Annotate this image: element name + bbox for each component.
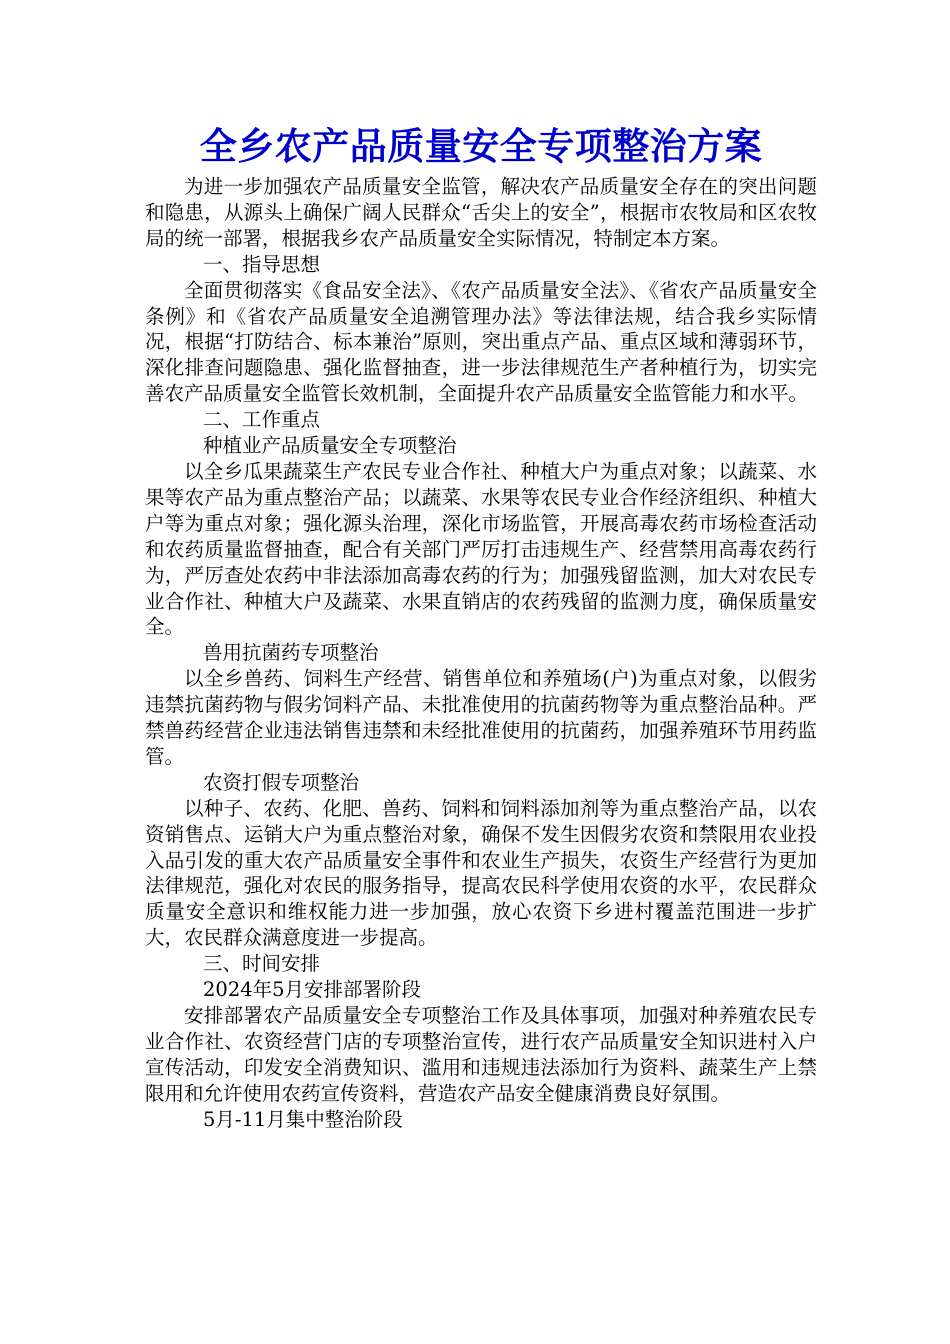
body-paragraph: 全面贯彻落实《食品安全法》、《农产品质量安全法》、《省农产品质量安全条例》和《省农产品质量安全追溯管理办法》等法律法规，结合我乡实际情况，根据“打防结合、标本兼治”原则，突出重点产品、重点区域和薄弱环节，深化排查问题隐患、强化监督抽查，进一步法律规范生产者种植行为，切实完善农产品质量安全监管长效机制，全面提升农产品质量安全监管能力和水平。 — [145, 278, 817, 406]
section-heading: 三、时间安排 — [203, 952, 321, 976]
section-heading: 兽用抗菌药专项整治 — [203, 641, 379, 665]
body-paragraph: 为进一步加强农产品质量安全监管，解决农产品质量安全存在的突出问题和隐患，从源头上确保广阔人民群众“舌尖上的安全”，根据市农牧局和区农牧局的统一部署，根据我乡农产品质量安全实际情况，特制定本方案。 — [145, 175, 817, 250]
section-heading: 种植业产品质量安全专项整治 — [203, 434, 457, 458]
body-paragraph: 安排部署农产品质量安全专项整治工作及具体事项，加强对种养殖农民专业合作社、农资经营门店的专项整治宣传，进行农产品质量安全知识进村入户宣传活动，印发安全消费知识、滥用和违规违法添加行为资料、蔬菜生产上禁限用和允许使用农药宣传资料，营造农产品安全健康消费良好氛围。 — [145, 1004, 817, 1105]
section-heading: 二、工作重点 — [203, 408, 321, 432]
section-heading: 5月-11月集中整治阶段 — [203, 1107, 403, 1131]
document-page — [145, 120, 817, 1133]
section-heading: 一、指导思想 — [203, 252, 321, 276]
body-paragraph: 以全乡兽药、饲料生产经营、销售单位和养殖场(户)为重点对象，以假劣违禁抗菌药物与假劣饲料产品、未批准使用的抗菌药物等为重点整治品种。严禁兽药经营企业违法销售违禁和未经批准使用的抗菌药，加强养殖环节用药监管。 — [145, 667, 817, 768]
document-body — [145, 174, 817, 1133]
section-heading: 2024年5月安排部署阶段 — [203, 978, 422, 1002]
section-heading: 农资打假专项整治 — [203, 770, 360, 794]
body-paragraph: 以种子、农药、化肥、兽药、饲料和饲料添加剂等为重点整治产品，以农资销售点、运销大户为重点整治对象，确保不发生因假劣农资和禁限用农业投入品引发的重大农产品质量安全事件和农业生产损失，农资生产经营行为更加法律规范，强化对农民的服务指导，提高农民科学使用农资的水平，农民群众质量安全意识和维权能力进一步加强，放心农资下乡进村覆盖范围进一步扩大，农民群众满意度进一步提高。 — [145, 796, 817, 950]
document-title: 全乡农产品质量安全专项整治方案 — [199, 124, 763, 168]
body-paragraph: 以全乡瓜果蔬菜生产农民专业合作社、种植大户为重点对象；以蔬菜、水果等农产品为重点整治产品；以蔬菜、水果等农民专业合作经济组织、种植大户等为重点对象；强化源头治理，深化市场监管，开展高毒农药市场检查活动和农药质量监督抽查，配合有关部门严厉打击违规生产、经营禁用高毒农药行为，严厉查处农药中非法添加高毒农药的行为；加强残留监测，加大对农民专业合作社、种植大户及蔬菜、水果直销店的农药残留的监测力度，确保质量安全。 — [145, 459, 817, 639]
